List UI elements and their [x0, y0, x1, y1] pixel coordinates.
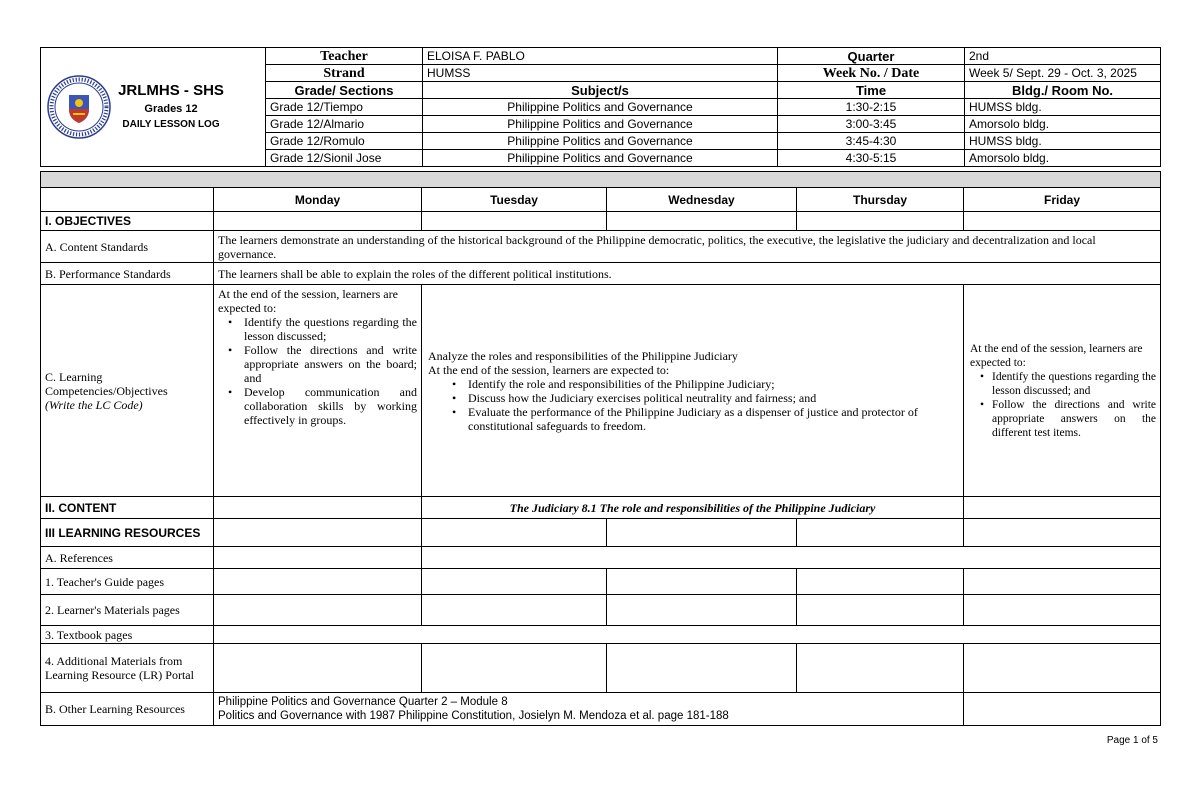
empty-cell — [214, 519, 422, 547]
empty-cell — [214, 626, 1161, 644]
days-row — [41, 188, 1161, 212]
col-sections: Grade/ Sections — [266, 82, 423, 99]
empty-cell — [964, 693, 1161, 726]
day-friday: Friday — [964, 188, 1161, 212]
quarter-label: Quarter — [778, 48, 965, 65]
day-tuesday: Tuesday — [422, 188, 607, 212]
empty-cell — [964, 569, 1161, 595]
textbook-label: 3. Textbook pages — [41, 626, 214, 644]
room-cell: Amorsolo bldg. — [965, 116, 1161, 133]
midweek-objectives — [422, 285, 964, 497]
school-name: JRLMHS - SHS — [118, 81, 224, 99]
empty-cell — [422, 519, 607, 547]
mid-line-2: At the end of the session, learners are expected to: — [428, 362, 670, 377]
time-cell: 3:00-3:45 — [778, 116, 965, 133]
empty-cell — [607, 212, 797, 231]
empty-cell — [422, 569, 607, 595]
monday-intro: At the end of the session, learners are expected to: — [218, 287, 398, 315]
empty-cell — [214, 569, 422, 595]
learners-materials-label: 2. Learner's Materials pages — [41, 595, 214, 626]
empty-cell — [964, 595, 1161, 626]
empty-cell — [797, 519, 964, 547]
performance-standards-label: B. Performance Standards — [41, 263, 214, 285]
quarter-value: 2nd — [965, 48, 1161, 65]
list-item: • Identify the questions regarding the lesson discussed; — [218, 315, 417, 343]
empty-cell — [422, 595, 607, 626]
empty-cell — [797, 644, 964, 693]
empty-cell — [214, 497, 422, 519]
list-item: • Discuss how the Judiciary exercises political neutrality and fairness; and — [442, 391, 959, 405]
empty-cell — [964, 497, 1161, 519]
empty-cell — [607, 519, 797, 547]
empty-cell — [607, 644, 797, 693]
content-standards-text: The learners demonstrate an understanding of the historical background of the Philippine democratic, politics, the executive, the legislative the judiciary and decentralization and local governance. — [214, 231, 1161, 263]
strand-value: HUMSS — [423, 65, 778, 82]
empty-cell — [797, 595, 964, 626]
page-number: Page 1 of 5 — [1106, 735, 1158, 746]
other-resources-line-2: Politics and Governance with 1987 Philippine Constitution, Josielyn M. Mendoza et al. page 181-188 — [218, 710, 729, 722]
empty-cell — [797, 212, 964, 231]
learning-resources-heading: III LEARNING RESOURCES — [41, 519, 214, 547]
header-table — [40, 47, 1161, 167]
spacer-row — [41, 172, 1161, 188]
list-item: • Identify the role and responsibilities of the Philippine Judiciary; — [442, 377, 959, 391]
teachers-guide-label: 1. Teacher's Guide pages — [41, 569, 214, 595]
list-item: • Follow the directions and write appropriate answers on the board; and — [218, 343, 417, 385]
empty-cell — [964, 644, 1161, 693]
empty-cell — [214, 547, 422, 569]
empty-cell — [607, 569, 797, 595]
content-heading: II. CONTENT — [41, 497, 214, 519]
list-item: • Follow the directions and write appropriate answers on the different test items. — [970, 398, 1156, 440]
room-cell: HUMSS bldg. — [965, 133, 1161, 150]
empty-cell — [797, 569, 964, 595]
subject-cell: Philippine Politics and Governance — [423, 133, 778, 150]
section-cell: Grade 12/Almario — [266, 116, 423, 133]
subject-cell: Philippine Politics and Governance — [423, 150, 778, 167]
lesson-log-table — [40, 171, 1161, 726]
empty-cell — [214, 644, 422, 693]
day-wednesday: Wednesday — [607, 188, 797, 212]
lc-label: C. Learning Competencies/Objectives — [45, 369, 168, 398]
section-cell: Grade 12/Romulo — [266, 133, 423, 150]
col-time: Time — [778, 82, 965, 99]
other-resources-text — [214, 693, 964, 726]
content-topic: The Judiciary 8.1 The role and responsibilities of the Philippine Judiciary — [422, 497, 964, 519]
section-cell: Grade 12/Sionil Jose — [266, 150, 423, 167]
day-thursday: Thursday — [797, 188, 964, 212]
section-cell: Grade 12/Tiempo — [266, 99, 423, 116]
time-cell: 1:30-2:15 — [778, 99, 965, 116]
col-room: Bldg./ Room No. — [965, 82, 1161, 99]
lc-code-note: (Write the LC Code) — [45, 397, 143, 412]
col-subjects: Subject/s — [423, 82, 778, 99]
friday-objectives — [964, 285, 1161, 497]
mid-line-1: Analyze the roles and responsibilities of the Philippine Judiciary — [428, 348, 738, 363]
additional-materials-label: 4. Additional Materials from Learning Resource (LR) Portal — [41, 644, 214, 693]
content-standards-label: A. Content Standards — [41, 231, 214, 263]
time-cell: 4:30-5:15 — [778, 150, 965, 167]
time-cell: 3:45-4:30 — [778, 133, 965, 150]
references-label: A. References — [41, 547, 214, 569]
room-cell: Amorsolo bldg. — [965, 150, 1161, 167]
teacher-label: Teacher — [266, 48, 423, 65]
days-corner — [41, 188, 214, 212]
log-label: DAILY LESSON LOG — [122, 118, 220, 130]
other-resources-label: B. Other Learning Resources — [41, 693, 214, 726]
week-label: Week No. / Date — [778, 65, 965, 82]
strand-label: Strand — [266, 65, 423, 82]
empty-cell — [607, 595, 797, 626]
room-cell: HUMSS bldg. — [965, 99, 1161, 116]
school-block — [41, 48, 266, 167]
subject-cell: Philippine Politics and Governance — [423, 116, 778, 133]
school-title — [111, 83, 231, 132]
subject-cell: Philippine Politics and Governance — [423, 99, 778, 116]
empty-cell — [964, 212, 1161, 231]
performance-standards-text: The learners shall be able to explain the roles of the different political institutions. — [214, 263, 1161, 285]
empty-cell — [422, 644, 607, 693]
empty-cell — [422, 212, 607, 231]
objectives-heading: I. OBJECTIVES — [41, 212, 214, 231]
empty-cell — [422, 547, 1161, 569]
grade-label: Grades 12 — [144, 102, 198, 115]
learning-competencies-label — [41, 285, 214, 497]
monday-objectives — [214, 285, 422, 497]
empty-cell — [214, 212, 422, 231]
friday-intro: At the end of the session, learners are expected to: — [970, 342, 1143, 369]
list-item: • Identify the questions regarding the lesson discussed; and — [970, 370, 1156, 398]
list-item: • Develop communication and collaboration skills by working effectively in groups. — [218, 385, 417, 427]
deped-seal-icon — [47, 75, 111, 139]
list-item: • Evaluate the performance of the Philippine Judiciary as a dispenser of justice and protector of constitutional safeguards to freedom. — [442, 405, 959, 433]
teacher-value: ELOISA F. PABLO — [423, 48, 778, 65]
empty-cell — [964, 519, 1161, 547]
empty-cell — [214, 595, 422, 626]
week-value: Week 5/ Sept. 29 - Oct. 3, 2025 — [965, 65, 1161, 82]
other-resources-line-1: Philippine Politics and Governance Quarter 2 – Module 8 — [218, 696, 508, 708]
day-monday: Monday — [214, 188, 422, 212]
